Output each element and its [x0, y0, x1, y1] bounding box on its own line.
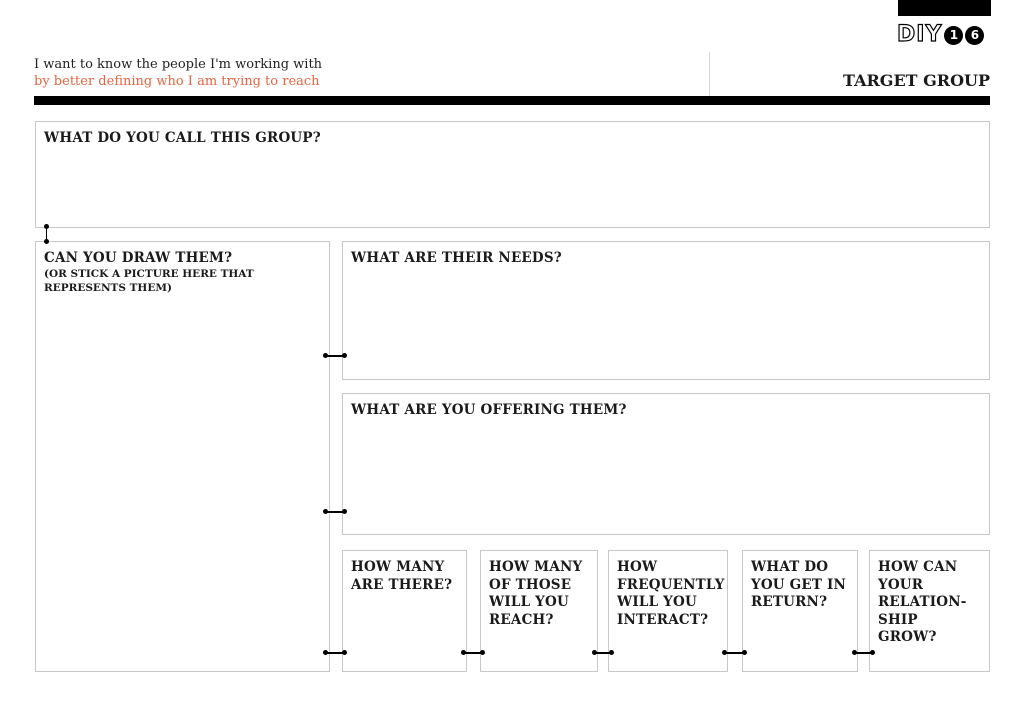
frequency-line: HOW [617, 559, 658, 575]
grow-title [878, 559, 967, 647]
section-title: TARGET GROUP [843, 71, 990, 90]
draw-title: CAN YOU DRAW THEM? [44, 250, 233, 266]
connector-dot [852, 650, 857, 655]
return-box[interactable] [742, 550, 858, 672]
grow-box[interactable] [869, 550, 990, 672]
grow-line: HOW CAN [878, 559, 958, 575]
grow-line: RELATION- [878, 594, 967, 610]
how-many-title [351, 559, 452, 594]
how-many-box[interactable] [342, 550, 467, 672]
connector-dot [342, 650, 347, 655]
reach-line: HOW MANY [489, 559, 583, 575]
connector-dot [592, 650, 597, 655]
frequency-line: WILL YOU [617, 594, 697, 610]
frequency-box[interactable] [608, 550, 728, 672]
needs-box[interactable] [342, 241, 990, 380]
offering-box[interactable] [342, 393, 990, 535]
draw-box[interactable] [35, 241, 330, 672]
header-bar [34, 96, 990, 105]
grow-line: GROW? [878, 629, 937, 645]
connector-dot [480, 650, 485, 655]
group-name-box[interactable] [35, 121, 990, 228]
how-many-line: HOW MANY [351, 559, 445, 575]
intro-line-1: I want to know the people I'm working with [34, 57, 323, 72]
connector-dot [342, 353, 347, 358]
draw-subtitle [44, 267, 254, 295]
grow-line: SHIP [878, 611, 918, 628]
frequency-line: INTERACT? [617, 611, 709, 628]
reach-line: REACH? [489, 611, 554, 628]
frequency-title [617, 559, 725, 629]
intro-line-2: by better defining who I am trying to reach [34, 74, 320, 89]
how-many-line: ARE THERE? [351, 576, 453, 593]
reach-line: OF THOSE [489, 576, 572, 593]
connector-dot [323, 650, 328, 655]
offering-title: WHAT ARE YOU OFFERING THEM? [351, 402, 627, 418]
reach-box[interactable] [480, 550, 598, 672]
reach-line: WILL YOU [489, 594, 569, 610]
frequency-line: FREQUENTLY [617, 576, 725, 593]
connector-dot [742, 650, 747, 655]
draw-subtitle-line-2: REPRESENTS THEM) [44, 282, 172, 294]
connector-dot [44, 224, 49, 229]
connector-dot [609, 650, 614, 655]
top-tab [898, 0, 991, 16]
connector-dot [722, 650, 727, 655]
logo-digit-2: 6 [965, 26, 984, 45]
connector-dot [44, 239, 49, 244]
needs-title: WHAT ARE THEIR NEEDS? [351, 250, 562, 266]
connector-dot [323, 353, 328, 358]
draw-subtitle-line-1: (OR STICK A PICTURE HERE THAT [44, 268, 254, 280]
return-line: YOU GET IN [751, 576, 847, 593]
connector-dot [870, 650, 875, 655]
logo-text: DIY [897, 22, 943, 47]
connector-dot [342, 509, 347, 514]
connector-dot [323, 509, 328, 514]
group-name-title: WHAT DO YOU CALL THIS GROUP? [44, 130, 321, 146]
reach-title [489, 559, 582, 629]
return-title [751, 559, 846, 612]
connector-dot [461, 650, 466, 655]
header-divider [709, 52, 710, 96]
return-line: RETURN? [751, 594, 828, 610]
diy-logo [897, 24, 992, 46]
logo-digit-1: 1 [944, 26, 963, 45]
grow-line: YOUR [878, 576, 924, 593]
return-line: WHAT DO [751, 559, 829, 575]
